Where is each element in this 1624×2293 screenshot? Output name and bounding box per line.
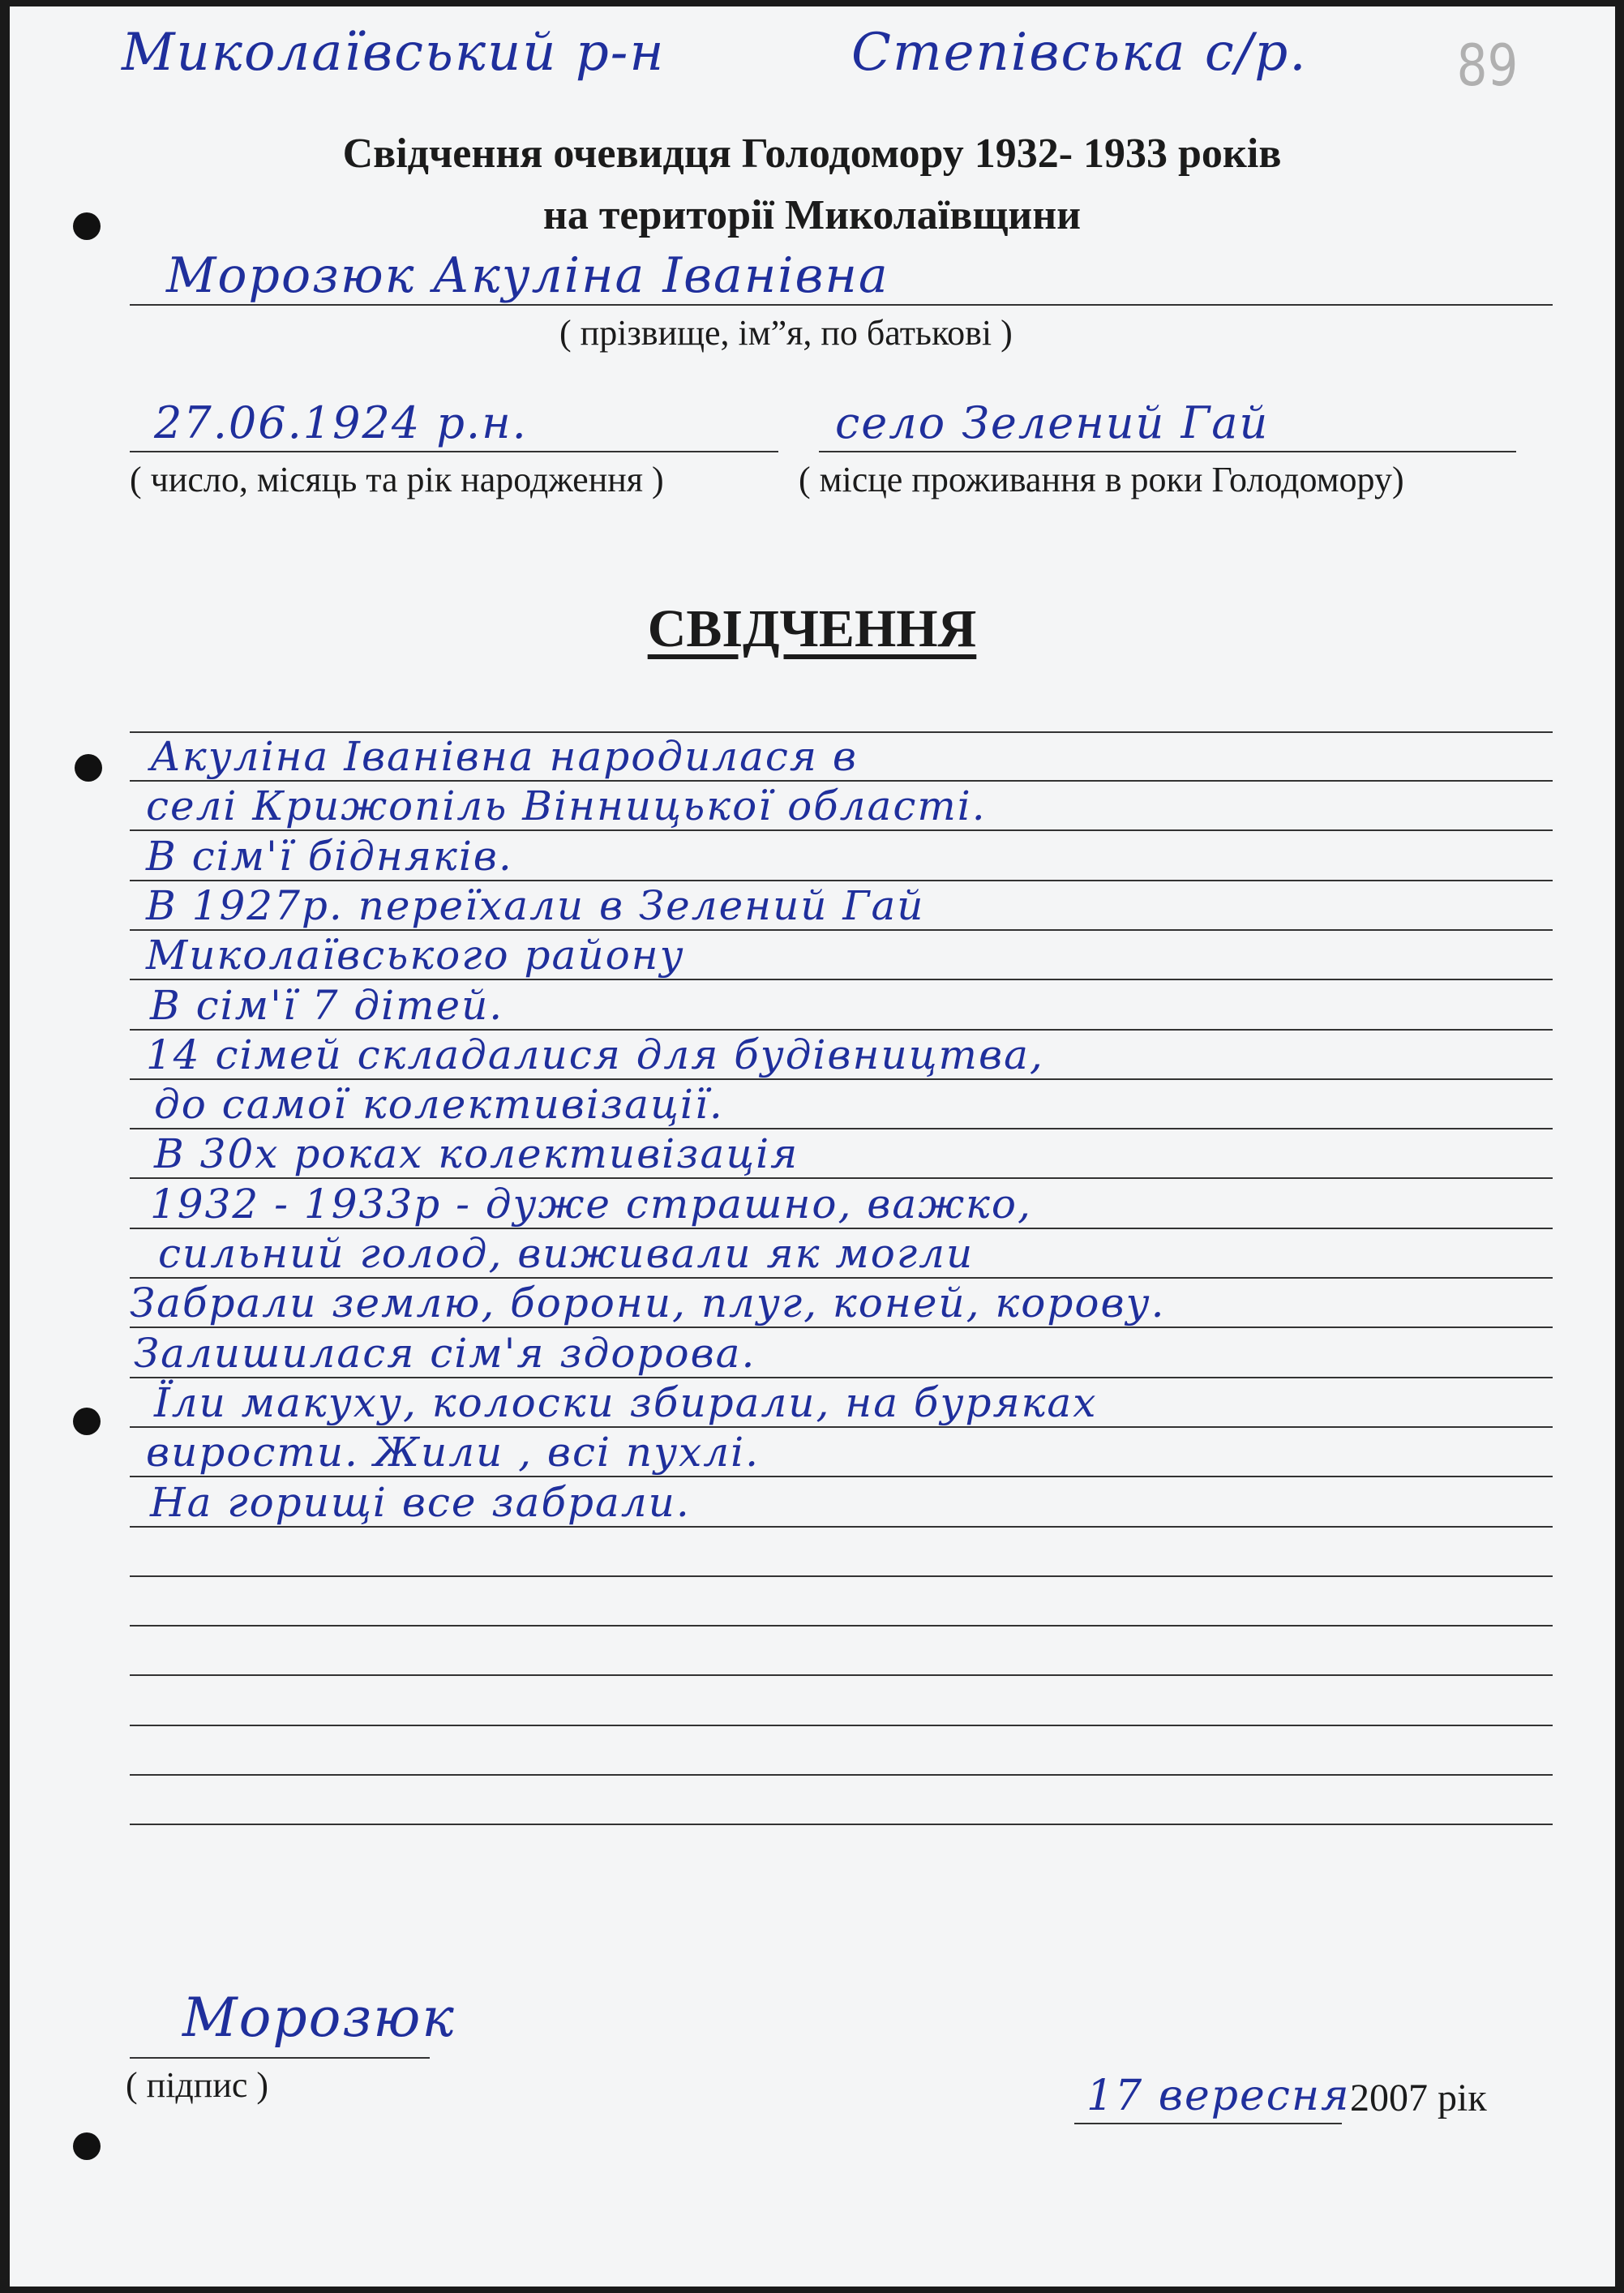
form-title-line1: Свідчення очевидця Голодомору 1932- 1933 років xyxy=(342,131,1282,177)
testimony-rule xyxy=(130,1128,1553,1129)
date-value: 17 вересня xyxy=(1086,2072,1351,2120)
testimony-line: до самої колективізації. xyxy=(154,1081,724,1128)
testimony-rule xyxy=(130,1426,1553,1428)
testimony-rule xyxy=(130,1824,1553,1825)
testimony-line: селі Крижопіль Вінницької області. xyxy=(146,782,987,829)
testimony-rule xyxy=(130,1228,1553,1229)
punch-hole xyxy=(73,1408,101,1435)
testimony-line: Акуліна Іванівна народилася в xyxy=(150,733,859,780)
residence-value: село Зелений Гай xyxy=(835,397,1270,448)
birth-date-value: 27.06.1924 р.н. xyxy=(154,397,528,448)
name-underline xyxy=(130,304,1553,306)
testimony-line: Їли макуху, колоски збирали, на буряках xyxy=(154,1379,1098,1426)
testimony-rule xyxy=(130,1625,1553,1627)
testimony-line: В 30х роках колективізація xyxy=(154,1130,799,1177)
name-caption: ( прізвище, ім”я, по батькові ) xyxy=(559,313,1013,353)
testimony-rule xyxy=(130,1327,1553,1328)
date-year: 2007 рік xyxy=(1350,2077,1487,2119)
village-council-handwritten: Степівська с/р. xyxy=(851,23,1308,83)
signature: Морозюк xyxy=(182,1987,456,2049)
name-value: Морозюк Акуліна Іванівна xyxy=(166,247,889,304)
signature-caption: ( підпис ) xyxy=(126,2065,269,2105)
form-title-line2: на території Миколаївщини xyxy=(542,192,1082,238)
residence-underline xyxy=(819,451,1516,452)
punch-hole xyxy=(75,754,102,782)
testimony-line: вирости. Жили , всі пухлі. xyxy=(146,1429,761,1476)
birth-date-caption: ( число, місяць та рік народження ) xyxy=(130,460,664,499)
archive-number: 89 xyxy=(1456,32,1519,99)
testimony-rule xyxy=(130,1526,1553,1528)
testimony-line: 14 сімей складалися для будівництва, xyxy=(146,1031,1044,1078)
testimony-line: В сім'ї бідняків. xyxy=(146,833,513,880)
testimony-rule xyxy=(130,1377,1553,1378)
testimony-line: сильний голод, виживали як могли xyxy=(158,1230,975,1277)
birth-date-underline xyxy=(130,451,778,452)
testimony-rule xyxy=(130,929,1553,931)
date-underline xyxy=(1074,2123,1342,2124)
testimony-rule xyxy=(130,829,1553,831)
testimony-line: Миколаївського району xyxy=(146,932,685,979)
residence-caption: ( місце проживання в роки Голодомору) xyxy=(799,460,1404,499)
testimony-rule xyxy=(130,1078,1553,1080)
testimony-rule xyxy=(130,1774,1553,1776)
signature-underline xyxy=(130,2057,430,2059)
section-title: СВІДЧЕННЯ xyxy=(647,599,977,658)
testimony-rule xyxy=(130,780,1553,782)
punch-hole xyxy=(73,2132,101,2160)
testimony-rule xyxy=(130,1725,1553,1726)
testimony-line: 1932 - 1933р - дуже страшно, важко, xyxy=(150,1181,1032,1228)
testimony-line: Залишилася сім'я здорова. xyxy=(134,1330,756,1377)
testimony-rule xyxy=(130,1674,1553,1676)
testimony-rule xyxy=(130,979,1553,980)
testimony-rule xyxy=(130,1177,1553,1179)
district-handwritten: Миколаївський р-н xyxy=(122,23,666,83)
testimony-line: Забрали землю, борони, плуг, коней, корову. xyxy=(130,1279,1166,1327)
testimony-rule xyxy=(130,880,1553,881)
testimony-rule xyxy=(130,1575,1553,1577)
testimony-rule xyxy=(130,1029,1553,1031)
testimony-line: На горищі все забрали. xyxy=(150,1479,691,1526)
testimony-rule xyxy=(130,1277,1553,1279)
testimony-line: В сім'ї 7 дітей. xyxy=(150,982,504,1029)
testimony-line: В 1927р. переїхали в Зелений Гай xyxy=(146,882,925,929)
testimony-rule xyxy=(130,1476,1553,1477)
